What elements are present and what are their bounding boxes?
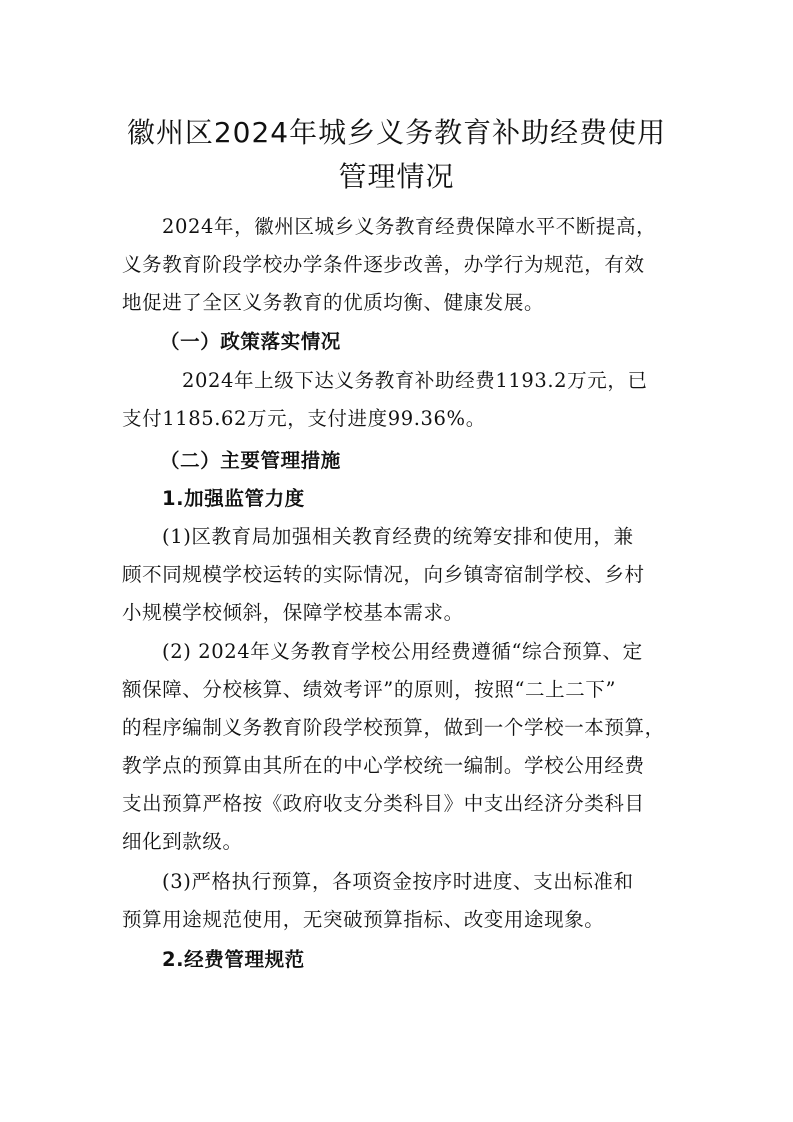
intro-line-3: 地促进了全区义务教育的优质均衡、健康发展。 [122,291,545,314]
subsection-1-p3-line-2: 预算用途规范使用，无突破预算指标、改变用途现象。 [122,908,605,931]
subsection-1-p2-line-2: 额保障、分校核算、绩效考评”的原则，按照“二上二下” [122,678,617,701]
subsection-1-p1-line-3: 小规模学校倾斜，保障学校基本需求。 [122,601,464,624]
section-1-heading: （一）政策落实情况 [160,330,341,353]
subsection-1-p3-line-1: (3)严格执行预算，各项资金按序时进度、支出标准和 [162,870,634,893]
section-1-line-1: 2024年上级下达义务教育补助经费1193.2万元，已 [182,369,648,392]
subsection-1-p2-line-5: 支出预算严格按《政府收支分类科目》中支出经济分类科目 [122,792,645,815]
document-title-line-2: 管理情况 [338,160,455,193]
subsection-1-p2-line-3: 的程序编制义务教育阶段学校预算，做到一个学校一本预算， [122,716,665,739]
subsection-1-heading: 1.加强监管力度 [162,487,305,510]
section-2-heading: （二）主要管理措施 [160,449,341,472]
subsection-1-p2-line-6: 细化到款级。 [122,830,243,853]
subsection-1-p2-line-4: 教学点的预算由其所在的中心学校统一编制。学校公用经费 [122,754,645,777]
subsection-1-p1-line-1: (1)区教育局加强相关教育经费的统筹安排和使用，兼 [162,525,634,548]
subsection-1-p1-line-2: 顾不同规模学校运转的实际情况，向乡镇寄宿制学校、乡村 [122,563,645,586]
section-1-line-2: 支付1185.62万元，支付进度99.36%。 [122,407,486,430]
subsection-1-p2-line-1: (2) 2024年义务教育学校公用经费遵循“综合预算、定 [162,640,643,663]
intro-line-1: 2024年，徽州区城乡义务教育经费保障水平不断提高， [162,215,657,238]
subsection-2-heading: 2.经费管理规范 [162,948,305,971]
document-title-line-1: 徽州区2024年城乡义务教育补助经费使用 [126,116,667,149]
intro-line-2: 义务教育阶段学校办学条件逐步改善，办学行为规范，有效 [122,253,645,276]
